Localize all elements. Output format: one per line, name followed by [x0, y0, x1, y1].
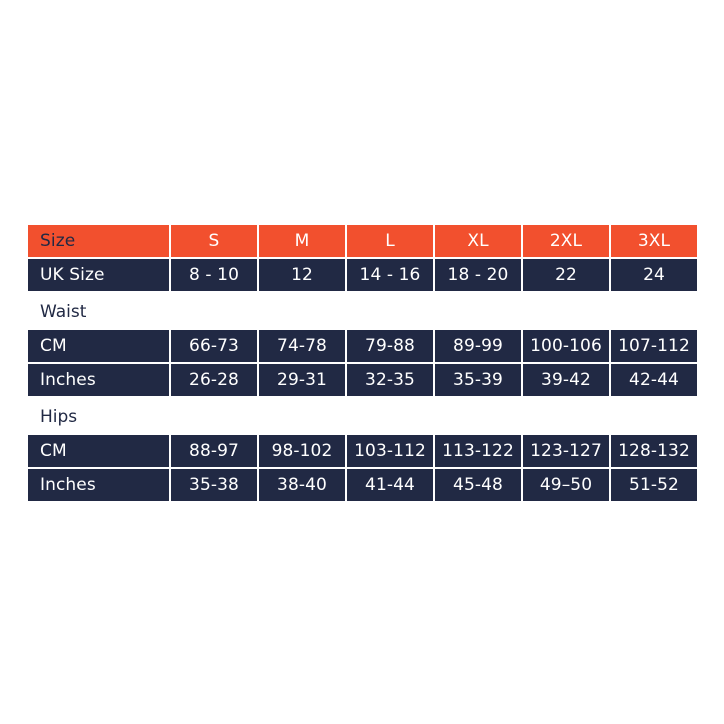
table-cell: 42-44 [611, 364, 697, 396]
table-cell: 35-39 [435, 364, 521, 396]
row-label: UK Size [28, 259, 169, 291]
table-cell: 39-42 [523, 364, 609, 396]
header-cell-3xl: 3XL [611, 225, 697, 257]
header-cell-size: Size [28, 225, 169, 257]
table-cell: 45-48 [435, 469, 521, 501]
table-cell: 79-88 [347, 330, 433, 362]
table-cell: 51-52 [611, 469, 697, 501]
hips-inches-row [28, 469, 697, 501]
table-cell: 66-73 [171, 330, 257, 362]
table-cell: 98-102 [259, 435, 345, 467]
table-cell: 32-35 [347, 364, 433, 396]
header-cell-2xl: 2XL [523, 225, 609, 257]
waist-inches-row [28, 364, 697, 396]
table-cell: 38-40 [259, 469, 345, 501]
uk-size-row [28, 259, 697, 291]
row-label: CM [28, 330, 169, 362]
header-cell-l: L [347, 225, 433, 257]
table-cell: 107-112 [611, 330, 697, 362]
row-label: Inches [28, 469, 169, 501]
table-cell: 29-31 [259, 364, 345, 396]
table-cell: 74-78 [259, 330, 345, 362]
row-label: Inches [28, 364, 169, 396]
header-cell-s: S [171, 225, 257, 257]
hips-cm-row [28, 435, 697, 467]
section-label-waist: Waist [28, 293, 697, 330]
table-cell: 8 - 10 [171, 259, 257, 291]
header-cell-xl: XL [435, 225, 521, 257]
table-cell: 113-122 [435, 435, 521, 467]
section-label-hips: Hips [28, 398, 697, 435]
row-label: CM [28, 435, 169, 467]
table-cell: 14 - 16 [347, 259, 433, 291]
table-cell: 41-44 [347, 469, 433, 501]
table-cell: 123-127 [523, 435, 609, 467]
waist-cm-row [28, 330, 697, 362]
table-cell: 88-97 [171, 435, 257, 467]
table-cell: 24 [611, 259, 697, 291]
table-cell: 18 - 20 [435, 259, 521, 291]
table-cell: 128-132 [611, 435, 697, 467]
table-cell: 103-112 [347, 435, 433, 467]
table-cell: 89-99 [435, 330, 521, 362]
table-cell: 12 [259, 259, 345, 291]
table-cell: 35-38 [171, 469, 257, 501]
table-cell: 26-28 [171, 364, 257, 396]
header-row [28, 225, 697, 257]
table-cell: 22 [523, 259, 609, 291]
table-cell: 49–50 [523, 469, 609, 501]
table-cell: 100-106 [523, 330, 609, 362]
header-cell-m: M [259, 225, 345, 257]
size-chart-table [28, 225, 697, 503]
